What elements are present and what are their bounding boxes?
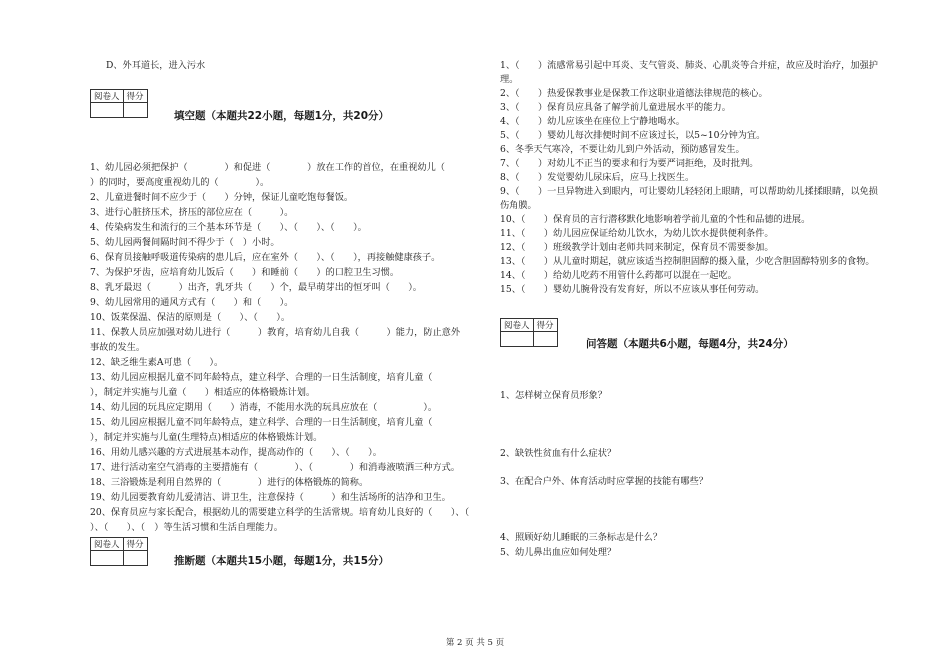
fill-in-line: 17、进行活动室空气消毒的主要措施有（ ）、（ ）和消毒液喷洒三种方式。: [90, 462, 460, 473]
judge-line: 13、（ ）从儿童时期起，就应该适当控制胆固醇的摄入量，少吃含胆固醇特别多的食物。: [500, 256, 875, 267]
judge-section-title: 推断题（本题共15小题，每题1分，共15分）: [174, 555, 390, 567]
fill-in-line: ）、（ ）、（ ）等生活习惯和生活自理能力。: [90, 522, 283, 533]
fill-in-section-title: 填空题（本题共22小题，每题1分，共20分）: [174, 110, 390, 122]
reviewer-cell: [91, 551, 124, 566]
judge-line: 10、（ ）保育员的言行潜移默化地影响着学前儿童的个性和品德的进展。: [500, 214, 811, 225]
reviewer-label: 阅卷人: [91, 90, 124, 103]
qa-question-1: 1、怎样树立保育员形象？: [500, 390, 607, 401]
prev-option-d: D、外耳道长，进入污水: [106, 60, 206, 71]
qa-question-2: 2、缺铁性贫血有什么症状？: [500, 448, 617, 459]
qa-question-5: 5、幼儿鼻出血应如何处理？: [500, 547, 617, 558]
fill-in-line: 7、为保护牙齿，应培育幼儿饭后（ ）和睡前（ ）的口腔卫生习惯。: [90, 267, 400, 278]
score-cell: [123, 551, 147, 566]
fill-in-line: 6、保育员接触呼吸道传染病的患儿后，应在室外（ ）、（ ），再接触健康孩子。: [90, 252, 441, 263]
score-box-qa: [500, 318, 558, 347]
judge-line: 3、（ ）保育员应具备了解学前儿童进展水平的能力。: [500, 102, 731, 113]
score-label: 得分: [123, 90, 147, 103]
fill-in-line: 1、幼儿园必须把保护（ ）和促进（ ）放在工作的首位，在重视幼儿（: [90, 162, 445, 173]
fill-in-line: 9、幼儿园常用的通风方式有（ ）和（ ）。: [90, 297, 294, 308]
fill-in-line: 19、幼儿园要教育幼儿爱清洁、讲卫生，注意保持（ ）和生活场所的洁净和卫生。: [90, 492, 451, 503]
qa-question-3: 3、在配合户外、体育活动时应掌握的技能有哪些？: [500, 476, 708, 487]
qa-section-title: 问答题（本题共6小题，每题4分，共24分）: [586, 338, 794, 350]
fill-in-line: 12、缺乏维生素A可患（ ）。: [90, 357, 224, 368]
score-box-fill-in: [90, 89, 148, 118]
fill-in-line: ）的同时，要高度重视幼儿的（ ）。: [90, 177, 270, 188]
score-box-judge: [90, 537, 148, 566]
fill-in-line: ），制定并实施与儿童(生理特点)相适应的体格锻炼计划。: [90, 432, 323, 443]
fill-in-line: 2、儿童进餐时间不应少于（ ）分钟，保证儿童吃饱每餐饭。: [90, 192, 354, 203]
judge-line: 6、冬季天气寒冷，不要让幼儿到户外活动，预防感冒发生。: [500, 144, 745, 155]
reviewer-cell: [91, 103, 124, 118]
judge-line: 11、（ ）幼儿园应保证给幼儿饮水，为幼儿饮水提供便利条件。: [500, 228, 774, 239]
judge-line: 5、（ ）婴幼儿每次排便时间不应该过长，以5~10分钟为宜。: [500, 130, 766, 141]
fill-in-line: ），制定并实施与儿童（ ）相适应的体格锻炼计划。: [90, 387, 316, 398]
judge-line: 1、（ ）流感常易引起中耳炎、支气管炎、肺炎、心肌炎等合并症，故应及时治疗，加强护: [500, 60, 878, 71]
reviewer-label: 阅卷人: [91, 538, 124, 551]
judge-line: 14、（ ）给幼儿吃药不用管什么药都可以混在一起吃。: [500, 270, 737, 281]
score-label: 得分: [123, 538, 147, 551]
fill-in-line: 14、幼儿园的玩具应定期用（ ）消毒，不能用水洗的玩具应放在（ ）。: [90, 402, 438, 413]
fill-in-line: 16、用幼儿感兴趣的方式进展基本动作，提高动作的（ ）、（ ）。: [90, 447, 382, 458]
fill-in-line: 15、幼儿园应根据儿童不同年龄特点，建立科学、合理的一日生活制度，培育儿童（: [90, 417, 433, 428]
judge-line: 7、（ ）对幼儿不正当的要求和行为要严词拒绝，及时批判。: [500, 158, 759, 169]
fill-in-line: 事故的发生。: [90, 342, 146, 353]
fill-in-line: 18、三浴锻炼是利用自然界的（ ）进行的体格锻炼的简称。: [90, 477, 369, 488]
qa-question-4: 4、照顾好幼儿睡眠的三条标志是什么？: [500, 532, 663, 543]
fill-in-line: 3、进行心脏挤压术，挤压的部位应在（ ）。: [90, 207, 294, 218]
judge-line: 12、（ ）班级教学计划由老师共同来制定，保育员不需要参加。: [500, 242, 774, 253]
judge-line: 伤角膜。: [500, 200, 537, 211]
judge-line: 9、（ ）一旦异物进入到眼内，可让婴幼儿轻轻闭上眼睛，可以帮助幼儿揉揉眼睛，以免损: [500, 186, 878, 197]
reviewer-label: 阅卷人: [501, 319, 534, 332]
page-footer: 第 2 页 共 5 页: [445, 638, 505, 648]
fill-in-line: 5、幼儿园两餐间隔时间不得少于（ ）小时。: [90, 237, 280, 248]
fill-in-line: 13、幼儿园应根据儿童不同年龄特点，建立科学、合理的一日生活制度，培育儿童（: [90, 372, 433, 383]
judge-line: 4、（ ）幼儿应该坐在座位上宁静地喝水。: [500, 116, 685, 127]
judge-line: 理。: [500, 74, 519, 85]
fill-in-line: 11、保教人员应加强对幼儿进行（ ）教育，培育幼儿自我（ ）能力，防止意外: [90, 327, 461, 338]
fill-in-line: 4、传染病发生和流行的三个基本环节是（ ）、（ ）、（ ）。: [90, 222, 367, 233]
score-label: 得分: [533, 319, 557, 332]
judge-line: 15、（ ）婴幼儿腕骨没有发育好，所以不应该从事任何劳动。: [500, 284, 765, 295]
judge-line: 8、（ ）发觉婴幼儿尿床后，应马上找医生。: [500, 172, 695, 183]
reviewer-cell: [501, 332, 534, 347]
judge-line: 2、（ ）热爱保教事业是保教工作这职业道德法律规范的核心。: [500, 88, 768, 99]
fill-in-line: 10、饭菜保温、保洁的原则是（ ）、（ ）。: [90, 312, 291, 323]
score-cell: [533, 332, 557, 347]
score-cell: [123, 103, 147, 118]
fill-in-line: 20、保育员应与家长配合，根据幼儿的需要建立科学的生活常规。培育幼儿良好的（ ）、（: [90, 507, 470, 518]
fill-in-line: 8、乳牙最迟（ ）出齐，乳牙共（ ）个，最早萌芽出的恒牙叫（ ）。: [90, 282, 422, 293]
